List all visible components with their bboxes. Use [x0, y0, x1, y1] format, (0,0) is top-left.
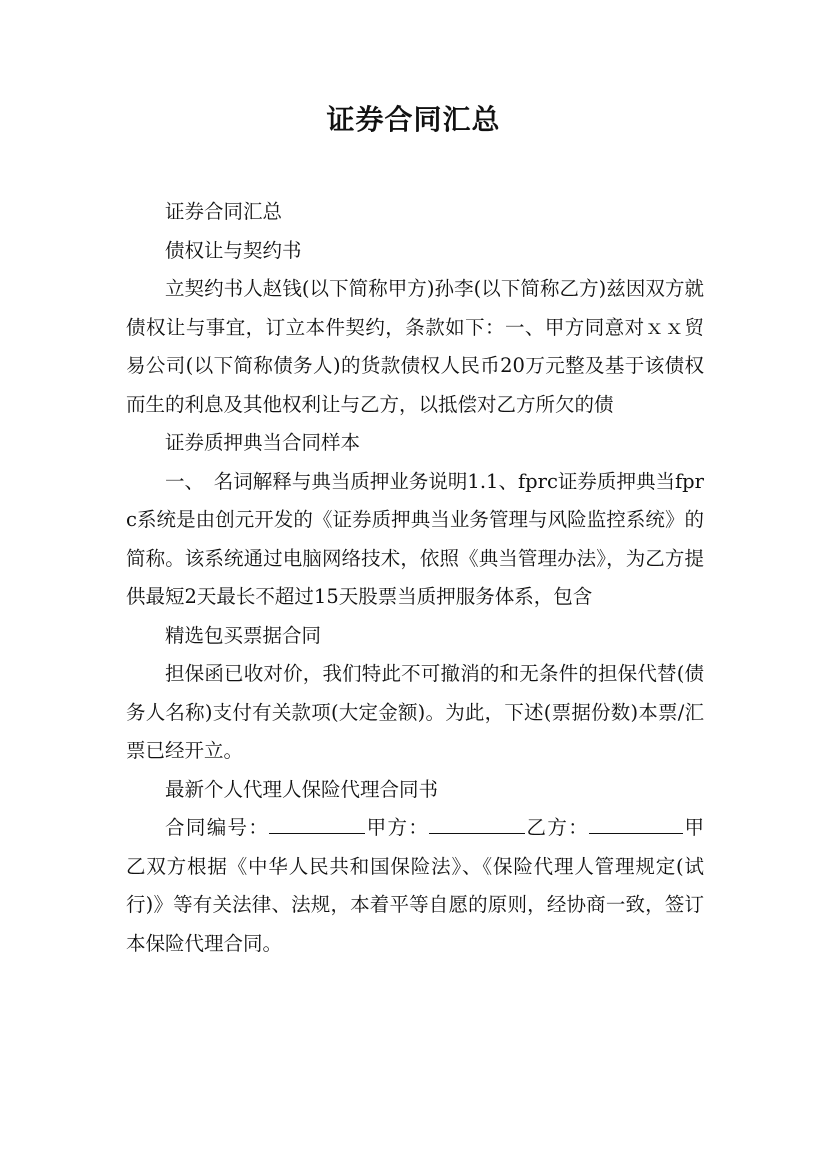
contract-number-blank [269, 811, 365, 834]
paragraph-heading-pledge: 证券质押典当合同样本 [165, 431, 361, 454]
paragraph-assignment-body: 立契约书人赵钱(以下简称甲方)孙李(以下简称乙方)兹因双方就债权让与事宜，订立本件契约，条款如下：一、甲方同意对ｘｘ贸易公司(以下简称债务人)的货款债权人民币20万元整及基于该债权而生的利息及其他权利让与乙方，以抵偿对乙方所欠的债 [126, 277, 704, 416]
paragraph-pledge-body: 一、 名词解释与典当质押业务说明1.1、fprc证券质押典当fprc系统是由创元开发的《证券质押典当业务管理与风险监控系统》的简称。该系统通过电脑网络技术，依照《典当管理办法》，为乙方提供最短2天最长不超过15天股票当质押服务体系，包含 [126, 469, 704, 608]
paragraph-bill-body: 担保函已收对价，我们特此不可撤消的和无条件的担保代替(债务人名称)支付有关款项(大定金额)。为此，下述(票据份数)本票/汇票已经开立。 [126, 662, 704, 762]
paragraph-insurance-body [126, 809, 704, 963]
party-a-label: 甲方： [365, 816, 430, 839]
insurance-body-text: 甲乙双方根据《中华人民共和国保险法》、《保险代理人管理规定(试行)》等有关法律、法规，本着平等自愿的原则，经协商一致，签订本保险代理合同。 [126, 816, 704, 955]
party-b-blank [589, 811, 683, 834]
party-a-blank [429, 811, 525, 834]
paragraph-heading-insurance: 最新个人代理人保险代理合同书 [165, 777, 439, 801]
document-body [126, 193, 704, 963]
document-title: 证券合同汇总 [326, 103, 501, 136]
contract-number-label: 合同编号： [165, 816, 270, 839]
paragraph-heading-summary: 证券合同汇总 [165, 200, 283, 223]
party-b-label: 乙方： [525, 816, 590, 839]
paragraph-heading-assignment: 债权让与契约书 [165, 238, 302, 262]
paragraph-heading-bill: 精选包买票据合同 [165, 623, 322, 647]
